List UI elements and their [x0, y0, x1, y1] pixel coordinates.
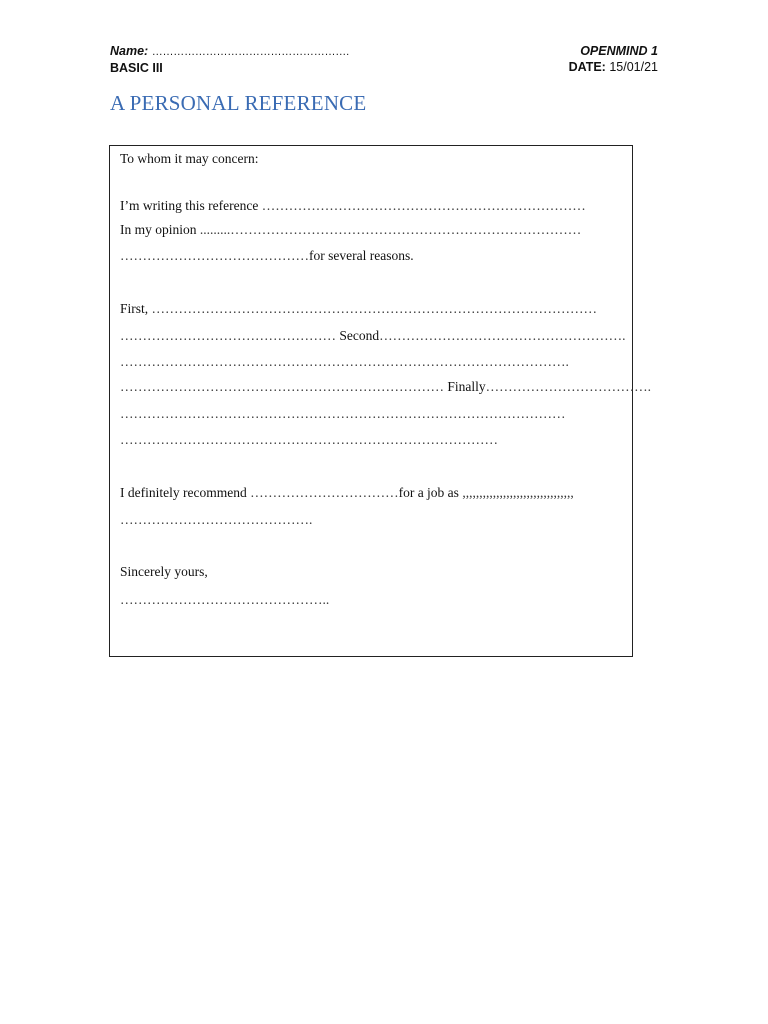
letter-line-blank-3 [120, 432, 626, 448]
first-text: First, [120, 301, 152, 316]
second-blank-before: ………………………………………… [120, 328, 340, 343]
date-row [569, 59, 658, 75]
recommend-text: I definitely recommend [120, 485, 251, 500]
letter-greeting: To whom it may concern: [120, 151, 259, 166]
writing-text: I’m writing this reference [120, 198, 262, 213]
finally-blank-before: ……………………………………………………………… [120, 379, 448, 394]
page-title: A PERSONAL REFERENCE [110, 91, 367, 115]
letter-box [109, 145, 652, 657]
finally-blank-after: ………………………………. [485, 379, 652, 394]
second-blank-after: ………………………………………………. [379, 328, 626, 343]
blank-line-2: ……………………………………………………………………………………… [120, 406, 566, 421]
course-label: BASIC III [110, 61, 163, 75]
finally-text: Finally [447, 379, 486, 394]
name-blank: ………………………………………………. [151, 46, 349, 58]
opinion-blank: .........…………………………………………………………………… [199, 222, 582, 237]
letter-line-reasons [120, 248, 626, 264]
letter-line-recommend [120, 485, 626, 501]
job-blank: ,,,,,,,,,,,,,,,,,,,,,,,,,,,,,,,,, [462, 485, 574, 500]
recommend-blank: …………………………… [250, 485, 399, 500]
letter-line-blank-4 [120, 512, 626, 528]
letter-line-opinion [120, 222, 626, 238]
letter-line-blank-2 [120, 406, 626, 422]
letter-line-finally [120, 379, 652, 395]
header-left [110, 43, 349, 76]
reasons-text: for several reasons. [309, 248, 414, 263]
date-label: DATE: [568, 60, 606, 74]
signature-blank: ……………………………………….. [120, 592, 330, 607]
reasons-blank: …………………………………… [120, 248, 309, 263]
letter-line-first [120, 301, 626, 317]
letter-line-second [120, 328, 626, 344]
name-label: Name: [110, 44, 149, 58]
job-text: for a job as [398, 485, 463, 500]
blank-line-3: ………………………………………………………………………… [120, 432, 498, 447]
blank-line-4: ……………………………………. [120, 512, 313, 527]
letter-line-signature [120, 592, 626, 608]
first-blank: ……………………………………………………………………………………… [151, 301, 598, 316]
letter-closing: Sincerely yours, [120, 564, 208, 579]
letter-line-writing [120, 198, 626, 214]
book-label: OPENMIND 1 [580, 44, 658, 58]
writing-blank: ……………………………………………………………… [261, 198, 586, 213]
date-value: 15/01/21 [609, 60, 658, 74]
name-row [110, 43, 349, 60]
opinion-text: In my opinion [120, 222, 200, 237]
second-text: Second [339, 328, 380, 343]
header-right [569, 43, 658, 75]
blank-line-1: ………………………………………………………………………………………. [120, 354, 569, 369]
letter-line-blank-1 [120, 354, 626, 370]
